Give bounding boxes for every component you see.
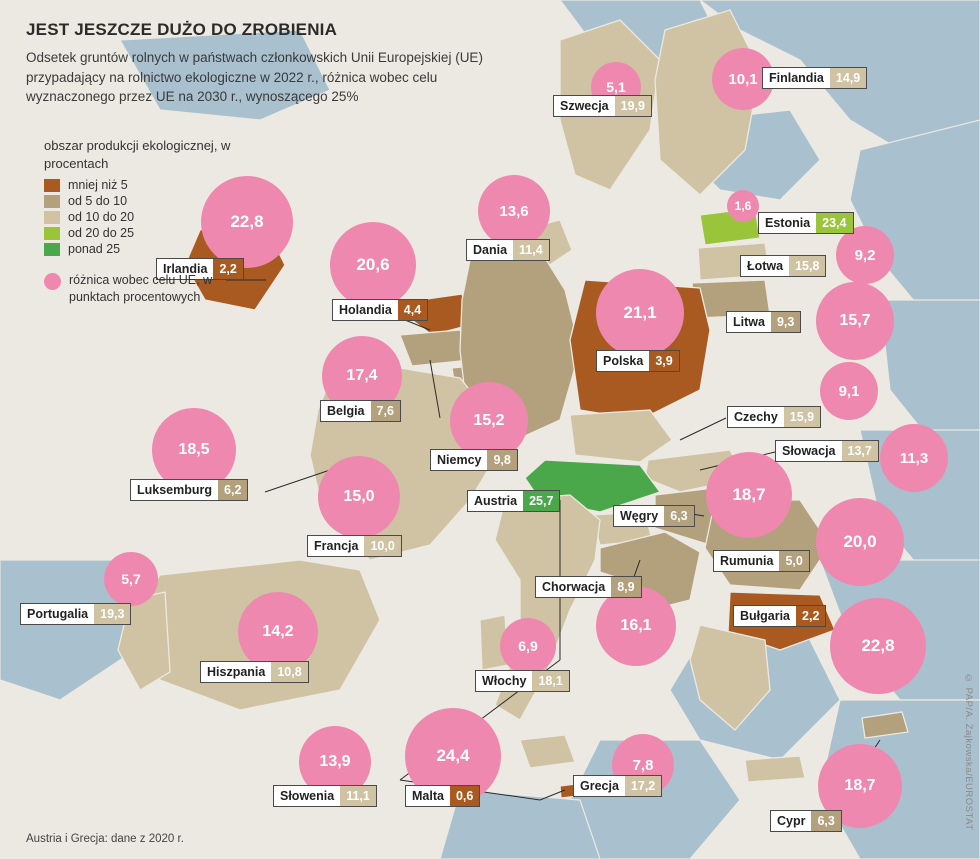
label-name-chorwacja: Chorwacja: [535, 576, 611, 598]
label-value-wegry: 6,3: [664, 505, 694, 527]
label-value-bulgaria: 2,2: [796, 605, 826, 627]
bubble-value-francja: 15,0: [343, 488, 375, 505]
label-name-francja: Francja: [307, 535, 364, 557]
label-value-szwecja: 19,9: [615, 95, 652, 117]
label-niemcy[interactable]: [430, 449, 518, 471]
label-chorwacja[interactable]: [535, 576, 642, 598]
bubble-value-polska: 21,1: [623, 303, 657, 322]
legend-swatch-2: [44, 211, 60, 224]
label-litwa[interactable]: [726, 311, 801, 333]
bubble-portugalia: [104, 552, 158, 606]
label-value-holandia: 4,4: [398, 299, 428, 321]
bubble-value-holandia: 20,6: [356, 255, 390, 274]
label-value-belgia: 7,6: [371, 400, 401, 422]
label-value-malta: 0,6: [450, 785, 480, 807]
label-name-luksemburg: Luksemburg: [130, 479, 218, 501]
legend-swatch-1: [44, 195, 60, 208]
label-value-czechy: 15,9: [784, 406, 821, 428]
legend: [44, 137, 234, 306]
label-holandia[interactable]: [332, 299, 428, 321]
bubble-hiszpania: [238, 592, 318, 672]
label-value-lotwa: 15,8: [789, 255, 826, 277]
country-grecja-kreta: [745, 756, 805, 782]
label-rumunia[interactable]: [713, 550, 810, 572]
label-luksemburg[interactable]: [130, 479, 248, 501]
bubble-value-malta: 24,4: [436, 746, 470, 765]
legend-item-0: [44, 178, 234, 192]
label-name-estonia: Estonia: [758, 212, 816, 234]
label-name-cypr: Cypr: [770, 810, 811, 832]
bubble-francja: [318, 456, 400, 538]
label-dania[interactable]: [466, 239, 550, 261]
label-name-litwa: Litwa: [726, 311, 771, 333]
label-value-slowenia: 11,1: [340, 785, 377, 807]
bubble-lotwa: [836, 226, 894, 284]
legend-label-3: od 20 do 25: [68, 226, 135, 241]
label-wlochy[interactable]: [475, 670, 570, 692]
label-slowenia[interactable]: [273, 785, 377, 807]
label-name-portugalia: Portugalia: [20, 603, 94, 625]
bubble-value-dania: 13,6: [499, 202, 529, 220]
bubble-value-cypr: 18,7: [844, 777, 876, 794]
bubble-rumunia: [816, 498, 904, 586]
label-name-rumunia: Rumunia: [713, 550, 779, 572]
bubble-value-wlochy: 6,9: [518, 638, 538, 654]
bubble-value-irlandia: 22,8: [230, 212, 264, 231]
label-belgia[interactable]: [320, 400, 401, 422]
label-malta[interactable]: [405, 785, 480, 807]
bubble-wlochy: [500, 618, 556, 674]
legend-bubble-label: różnica wobec celu UE, w punktach procentowych: [69, 273, 213, 304]
bubble-holandia: [330, 222, 416, 308]
label-name-wlochy: Włochy: [475, 670, 532, 692]
label-slowacja[interactable]: [775, 440, 879, 462]
legend-label-1: od 5 do 10: [68, 194, 128, 209]
legend-bubble-icon: [44, 273, 61, 290]
label-name-lotwa: Łotwa: [740, 255, 789, 277]
label-value-chorwacja: 8,9: [611, 576, 641, 598]
label-value-wlochy: 18,1: [532, 670, 569, 692]
bubble-value-lotwa: 9,2: [854, 246, 876, 264]
label-austria[interactable]: [467, 490, 560, 512]
label-value-hiszpania: 10,8: [271, 661, 308, 683]
bubble-value-slowacja: 11,3: [899, 449, 929, 467]
footnote: Austria i Grecja: dane z 2020 r.: [26, 833, 184, 845]
bubble-slowacja: [880, 424, 948, 492]
page-title: JEST JESZCZE DUŻO DO ZROBIENIA: [26, 20, 338, 39]
legend-title: obszar produkcji ekologicznej, w procentach: [44, 138, 231, 171]
bubble-value-portugalia: 5,7: [121, 571, 141, 587]
label-value-polska: 3,9: [649, 350, 679, 372]
legend-item-3: [44, 226, 234, 240]
bubble-value-rumunia: 20,0: [843, 532, 877, 551]
label-bulgaria[interactable]: [733, 605, 826, 627]
label-name-finlandia: Finlandia: [762, 67, 830, 89]
bubble-value-szwecja: 5,1: [606, 79, 626, 95]
legend-item-4: [44, 242, 234, 256]
bubble-value-luksemburg: 18,5: [178, 441, 210, 458]
label-name-szwecja: Szwecja: [553, 95, 615, 117]
bubble-value-estonia: 1,6: [734, 199, 752, 213]
title-block: [26, 20, 566, 107]
legend-swatch-4: [44, 243, 60, 256]
country-czechy: [570, 410, 672, 462]
legend-item-1: [44, 194, 234, 208]
label-value-dania: 11,4: [513, 239, 550, 261]
label-value-rumunia: 5,0: [779, 550, 809, 572]
page-subtitle: Odsetek gruntów rolnych w państwach członkowskich Unii Europejskiej (UE) przypadający na rolnictwo ekologiczne w 2022 r., różnica wobec celu wyznaczonego przez UE na 2030 r., wynoszącego 25%: [26, 50, 483, 105]
label-name-niemcy: Niemcy: [430, 449, 487, 471]
label-name-polska: Polska: [596, 350, 649, 372]
bubble-value-grecja: 7,8: [632, 756, 654, 774]
label-lotwa[interactable]: [740, 255, 826, 277]
bubble-chorwacja: [596, 586, 676, 666]
bubble-value-belgia: 17,4: [346, 367, 378, 384]
bubble-wegry: [706, 452, 792, 538]
bubble-value-slowenia: 13,9: [319, 753, 351, 770]
label-value-irlandia: 2,2: [213, 258, 243, 280]
label-name-irlandia: Irlandia: [156, 258, 213, 280]
label-value-cypr: 6,3: [811, 810, 841, 832]
label-value-francja: 10,0: [364, 535, 401, 557]
label-finlandia[interactable]: [762, 67, 867, 89]
label-cypr[interactable]: [770, 810, 842, 832]
label-estonia[interactable]: [758, 212, 854, 234]
label-value-estonia: 23,4: [816, 212, 853, 234]
label-value-austria: 25,7: [523, 490, 560, 512]
bubble-bulgaria: [830, 598, 926, 694]
label-value-litwa: 9,3: [771, 311, 801, 333]
bubble-value-czechy: 9,1: [838, 382, 860, 400]
bubble-value-finlandia: 10,1: [728, 70, 758, 88]
country-wlochy-sycylia: [520, 735, 575, 768]
legend-swatch-3: [44, 227, 60, 240]
label-szwecja[interactable]: [553, 95, 652, 117]
label-value-slowacja: 13,7: [842, 440, 879, 462]
bubble-value-niemcy: 15,2: [473, 412, 505, 429]
label-wegry[interactable]: [613, 505, 695, 527]
bubble-value-hiszpania: 14,2: [262, 623, 294, 640]
label-name-malta: Malta: [405, 785, 450, 807]
label-value-finlandia: 14,9: [830, 67, 867, 89]
label-name-czechy: Czechy: [727, 406, 784, 428]
bubble-estonia: [727, 190, 759, 222]
label-name-grecja: Grecja: [573, 775, 625, 797]
credit: © PAP/A. Zajkowska/EUROSTAT: [963, 673, 974, 831]
bubble-value-litwa: 15,7: [839, 312, 871, 329]
label-grecja[interactable]: [573, 775, 662, 797]
label-value-grecja: 17,2: [625, 775, 662, 797]
legend-swatch-0: [44, 179, 60, 192]
bubble-value-wegry: 18,7: [732, 485, 766, 504]
label-name-wegry: Węgry: [613, 505, 664, 527]
label-value-niemcy: 9,8: [487, 449, 517, 471]
bubble-value-chorwacja: 16,1: [620, 617, 652, 634]
bubble-czechy: [820, 362, 878, 420]
label-francja[interactable]: [307, 535, 402, 557]
label-name-bulgaria: Bułgaria: [733, 605, 796, 627]
label-name-belgia: Belgia: [320, 400, 371, 422]
label-name-hiszpania: Hiszpania: [200, 661, 271, 683]
legend-bubble-item: [44, 272, 234, 306]
bubble-value-bulgaria: 22,8: [861, 636, 895, 655]
label-name-slowenia: Słowenia: [273, 785, 340, 807]
label-name-austria: Austria: [467, 490, 523, 512]
label-czechy[interactable]: [727, 406, 821, 428]
bubble-dania: [478, 175, 550, 247]
bubble-polska: [596, 269, 684, 357]
label-hiszpania[interactable]: [200, 661, 309, 683]
legend-label-2: od 10 do 20: [68, 210, 135, 225]
legend-label-4: ponad 25: [68, 242, 121, 257]
label-polska[interactable]: [596, 350, 680, 372]
legend-label-0: mniej niż 5: [68, 178, 128, 193]
label-name-holandia: Holandia: [332, 299, 398, 321]
label-value-luksemburg: 6,2: [218, 479, 248, 501]
label-portugalia[interactable]: [20, 603, 131, 625]
legend-item-2: [44, 210, 234, 224]
label-value-portugalia: 19,3: [94, 603, 131, 625]
label-name-dania: Dania: [466, 239, 513, 261]
label-name-slowacja: Słowacja: [775, 440, 842, 462]
bubble-litwa: [816, 282, 894, 360]
